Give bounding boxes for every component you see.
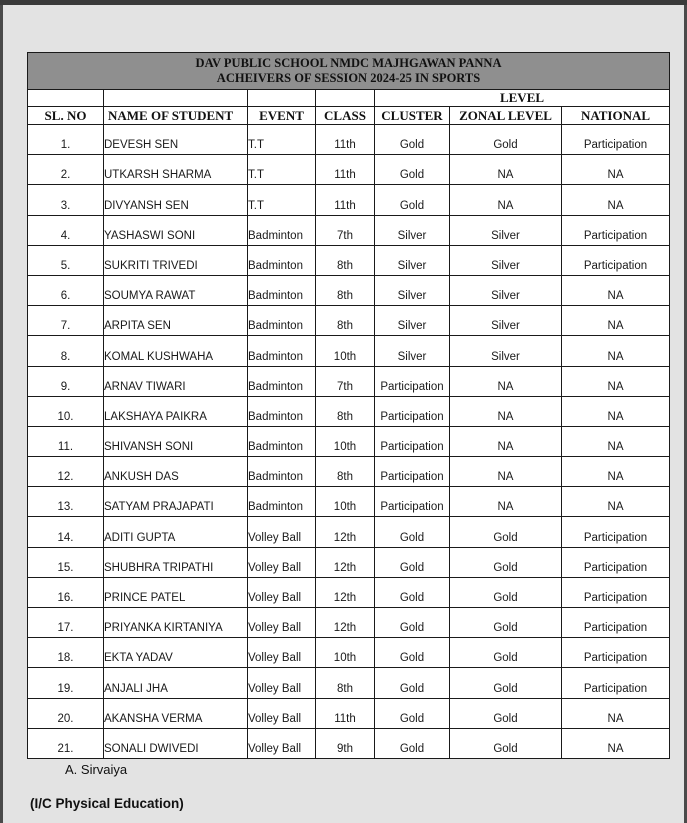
document-page <box>3 5 684 823</box>
col-header-cluster: CLUSTER <box>375 107 450 125</box>
cell-student-name: ARNAV TIWARI <box>104 366 248 396</box>
cell-sl-no: 8. <box>28 336 104 366</box>
cell-cluster: Participation <box>375 366 450 396</box>
cell-student-name: SHIVANSH SONI <box>104 426 248 456</box>
cell-event: Badminton <box>248 366 316 396</box>
cell-national: NA <box>562 306 670 336</box>
cell-event: Badminton <box>248 245 316 275</box>
cell-zonal-level: Gold <box>450 547 562 577</box>
cell-zonal-level: Gold <box>450 608 562 638</box>
cell-zonal-level: NA <box>450 185 562 215</box>
cell-event: Badminton <box>248 306 316 336</box>
cell-sl-no: 9. <box>28 366 104 396</box>
cell-student-name: ANKUSH DAS <box>104 457 248 487</box>
cell-student-name: KOMAL KUSHWAHA <box>104 336 248 366</box>
cell-student-name: DIVYANSH SEN <box>104 185 248 215</box>
cell-student-name: LAKSHAYA PAIKRA <box>104 396 248 426</box>
cell-student-name: EKTA YADAV <box>104 638 248 668</box>
cell-national: NA <box>562 336 670 366</box>
cell-national: NA <box>562 728 670 758</box>
cell-cluster: Silver <box>375 306 450 336</box>
cell-class: 8th <box>316 668 375 698</box>
achievers-table <box>27 52 670 759</box>
cell-student-name: SONALI DWIVEDI <box>104 728 248 758</box>
cell-event: Volley Ball <box>248 638 316 668</box>
table-row <box>28 638 670 668</box>
cell-event: Badminton <box>248 275 316 305</box>
cell-zonal-level: Gold <box>450 728 562 758</box>
cell-event: Badminton <box>248 336 316 366</box>
table-row <box>28 668 670 698</box>
cell-zonal-level: Gold <box>450 577 562 607</box>
table-row <box>28 517 670 547</box>
cell-event: Badminton <box>248 426 316 456</box>
cell-zonal-level: Gold <box>450 125 562 155</box>
cell-student-name: AKANSHA VERMA <box>104 698 248 728</box>
cell-event: Volley Ball <box>248 728 316 758</box>
cell-national: Participation <box>562 608 670 638</box>
cell-national: Participation <box>562 245 670 275</box>
cell-zonal-level: NA <box>450 487 562 517</box>
cell-event: Badminton <box>248 487 316 517</box>
signatory-designation: (I/C Physical Education) <box>30 796 184 811</box>
cell-class: 10th <box>316 638 375 668</box>
cell-event: Volley Ball <box>248 547 316 577</box>
cell-cluster: Gold <box>375 125 450 155</box>
cell-zonal-level: NA <box>450 366 562 396</box>
cell-sl-no: 20. <box>28 698 104 728</box>
cell-national: Participation <box>562 638 670 668</box>
cell-cluster: Gold <box>375 155 450 185</box>
cell-zonal-level: NA <box>450 426 562 456</box>
cell-event: T.T <box>248 185 316 215</box>
cell-cluster: Silver <box>375 275 450 305</box>
cell-student-name: ANJALI JHA <box>104 668 248 698</box>
cell-zonal-level: Silver <box>450 306 562 336</box>
cell-sl-no: 4. <box>28 215 104 245</box>
cell-national: NA <box>562 275 670 305</box>
table-row <box>28 396 670 426</box>
cell-zonal-level: NA <box>450 155 562 185</box>
cell-class: 11th <box>316 155 375 185</box>
cell-class: 7th <box>316 215 375 245</box>
cell-sl-no: 14. <box>28 517 104 547</box>
cell-cluster: Participation <box>375 426 450 456</box>
cell-sl-no: 7. <box>28 306 104 336</box>
cell-zonal-level: Silver <box>450 245 562 275</box>
cell-class: 12th <box>316 577 375 607</box>
table-body <box>28 125 670 759</box>
cell-student-name: UTKARSH SHARMA <box>104 155 248 185</box>
cell-event: Volley Ball <box>248 608 316 638</box>
table-row <box>28 457 670 487</box>
table-row <box>28 125 670 155</box>
table-row <box>28 215 670 245</box>
cell-cluster: Participation <box>375 457 450 487</box>
cell-national: NA <box>562 426 670 456</box>
table-row <box>28 547 670 577</box>
cell-zonal-level: Silver <box>450 275 562 305</box>
cell-zonal-level: NA <box>450 457 562 487</box>
cell-national: NA <box>562 487 670 517</box>
cell-zonal-level: Gold <box>450 517 562 547</box>
cell-class: 9th <box>316 728 375 758</box>
cell-national: NA <box>562 155 670 185</box>
cell-sl-no: 21. <box>28 728 104 758</box>
cell-event: Badminton <box>248 396 316 426</box>
cell-sl-no: 19. <box>28 668 104 698</box>
school-name: DAV PUBLIC SCHOOL NMDC MAJHGAWAN PANNA <box>195 56 502 70</box>
cell-national: Participation <box>562 547 670 577</box>
cell-student-name: ADITI GUPTA <box>104 517 248 547</box>
cell-cluster: Participation <box>375 396 450 426</box>
cell-student-name: YASHASWI SONI <box>104 215 248 245</box>
cell-class: 10th <box>316 336 375 366</box>
cell-cluster: Gold <box>375 728 450 758</box>
cell-cluster: Gold <box>375 698 450 728</box>
cell-sl-no: 3. <box>28 185 104 215</box>
cell-class: 8th <box>316 275 375 305</box>
cell-event: Badminton <box>248 457 316 487</box>
cell-cluster: Silver <box>375 245 450 275</box>
column-header-row <box>28 107 670 125</box>
cell-student-name: PRINCE PATEL <box>104 577 248 607</box>
cell-student-name: ARPITA SEN <box>104 306 248 336</box>
col-header-national: NATIONAL <box>562 107 670 125</box>
cell-cluster: Gold <box>375 668 450 698</box>
cell-sl-no: 13. <box>28 487 104 517</box>
table-row <box>28 366 670 396</box>
cell-national: Participation <box>562 668 670 698</box>
cell-class: 8th <box>316 396 375 426</box>
cell-class: 10th <box>316 426 375 456</box>
cell-zonal-level: Gold <box>450 638 562 668</box>
cell-cluster: Gold <box>375 517 450 547</box>
cell-event: Volley Ball <box>248 517 316 547</box>
cell-sl-no: 6. <box>28 275 104 305</box>
cell-event: T.T <box>248 155 316 185</box>
cell-sl-no: 15. <box>28 547 104 577</box>
col-header-sl: SL. NO <box>28 107 104 125</box>
cell-national: NA <box>562 396 670 426</box>
cell-event: T.T <box>248 125 316 155</box>
cell-zonal-level: NA <box>450 396 562 426</box>
cell-class: 12th <box>316 608 375 638</box>
cell-sl-no: 17. <box>28 608 104 638</box>
level-header: LEVEL <box>375 90 670 107</box>
table-title <box>28 53 670 90</box>
cell-cluster: Participation <box>375 487 450 517</box>
cell-sl-no: 16. <box>28 577 104 607</box>
session-title: ACHEIVERS OF SESSION 2024-25 IN SPORTS <box>216 71 481 85</box>
cell-national: Participation <box>562 517 670 547</box>
cell-sl-no: 5. <box>28 245 104 275</box>
col-header-class: CLASS <box>316 107 375 125</box>
cell-student-name: SHUBHRA TRIPATHI <box>104 547 248 577</box>
cell-sl-no: 11. <box>28 426 104 456</box>
cell-class: 11th <box>316 125 375 155</box>
cell-event: Volley Ball <box>248 577 316 607</box>
cell-event: Volley Ball <box>248 698 316 728</box>
cell-cluster: Gold <box>375 577 450 607</box>
cell-sl-no: 10. <box>28 396 104 426</box>
table-row <box>28 185 670 215</box>
cell-sl-no: 18. <box>28 638 104 668</box>
table-row <box>28 275 670 305</box>
table-row <box>28 698 670 728</box>
cell-cluster: Gold <box>375 547 450 577</box>
table-row <box>28 306 670 336</box>
cell-sl-no: 1. <box>28 125 104 155</box>
table-row <box>28 426 670 456</box>
cell-student-name: DEVESH SEN <box>104 125 248 155</box>
cell-class: 8th <box>316 245 375 275</box>
table-row <box>28 487 670 517</box>
cell-class: 8th <box>316 306 375 336</box>
cell-class: 12th <box>316 517 375 547</box>
cell-class: 12th <box>316 547 375 577</box>
cell-national: NA <box>562 698 670 728</box>
cell-student-name: PRIYANKA KIRTANIYA <box>104 608 248 638</box>
cell-zonal-level: Silver <box>450 215 562 245</box>
col-header-event: EVENT <box>248 107 316 125</box>
cell-event: Volley Ball <box>248 668 316 698</box>
cell-class: 11th <box>316 185 375 215</box>
cell-student-name: SOUMYA RAWAT <box>104 275 248 305</box>
table-row <box>28 245 670 275</box>
cell-student-name: SATYAM PRAJAPATI <box>104 487 248 517</box>
col-header-name: NAME OF STUDENT <box>104 107 248 125</box>
cell-class: 8th <box>316 457 375 487</box>
cell-student-name: SUKRITI TRIVEDI <box>104 245 248 275</box>
cell-national: Participation <box>562 215 670 245</box>
table-row <box>28 728 670 758</box>
cell-class: 7th <box>316 366 375 396</box>
col-header-zonal: ZONAL LEVEL <box>450 107 562 125</box>
cell-cluster: Gold <box>375 185 450 215</box>
cell-cluster: Silver <box>375 336 450 366</box>
signatory-name: A. Sirvaiya <box>65 762 128 777</box>
cell-zonal-level: Silver <box>450 336 562 366</box>
cell-zonal-level: Gold <box>450 698 562 728</box>
cell-class: 11th <box>316 698 375 728</box>
cell-zonal-level: Gold <box>450 668 562 698</box>
table-row <box>28 155 670 185</box>
table-row <box>28 336 670 366</box>
cell-sl-no: 12. <box>28 457 104 487</box>
cell-national: NA <box>562 185 670 215</box>
cell-national: NA <box>562 366 670 396</box>
cell-cluster: Gold <box>375 638 450 668</box>
table-row <box>28 608 670 638</box>
cell-sl-no: 2. <box>28 155 104 185</box>
cell-event: Badminton <box>248 215 316 245</box>
cell-class: 10th <box>316 487 375 517</box>
cell-cluster: Silver <box>375 215 450 245</box>
cell-national: Participation <box>562 125 670 155</box>
table-row <box>28 577 670 607</box>
cell-national: Participation <box>562 577 670 607</box>
cell-national: NA <box>562 457 670 487</box>
cell-cluster: Gold <box>375 608 450 638</box>
level-row <box>28 90 670 107</box>
title-row <box>28 53 670 90</box>
